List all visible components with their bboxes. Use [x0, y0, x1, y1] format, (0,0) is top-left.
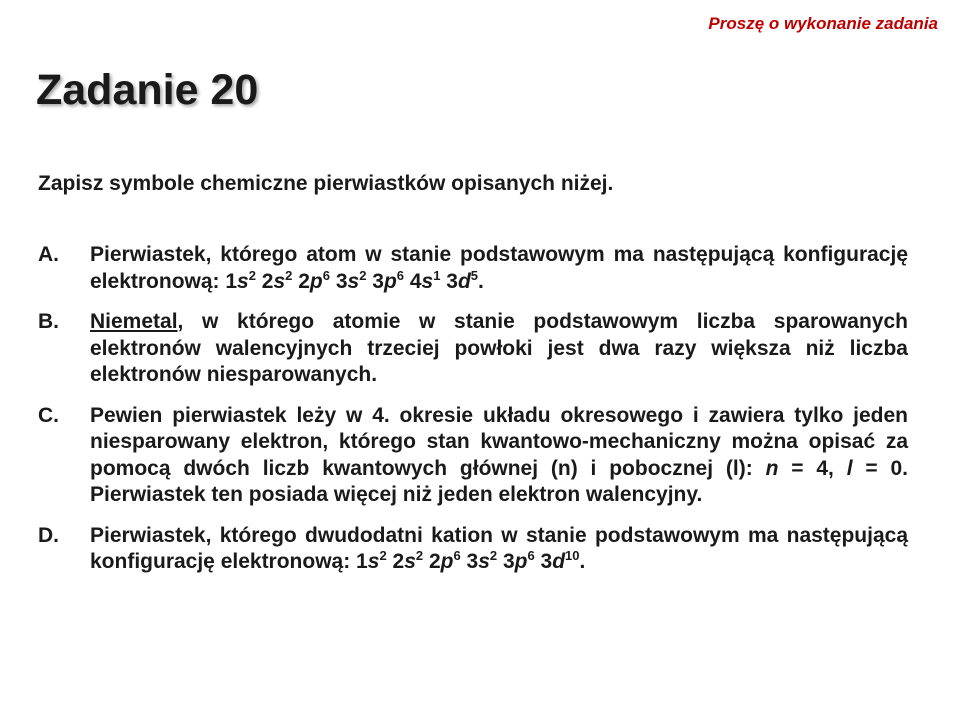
item-letter: C.: [38, 403, 59, 427]
item-letter: B.: [38, 310, 59, 333]
slide-title: Zadanie 20: [36, 66, 259, 114]
task-item-d: [38, 523, 908, 576]
task-item-b: [38, 309, 908, 389]
task-list: [38, 242, 908, 590]
item-text: Pierwiastek, którego dwudodatni kation w stanie podstawowym ma następującą konfigurację elektronową: $1s^2$ $2s^2$ $2p^6$ $3s^2$ $3p^6$ $3d^{10}$.: [90, 523, 908, 573]
task-item-c: [38, 403, 908, 509]
item-text: Pewien pierwiastek leży w 4. okresie układu okresowego i zawiera tylko jeden niesparowany elektron, którego stan kwantowo-mechaniczny można opisać za pomocą dwóch liczb kwantowych głównej (n) i pobocznej (l): n = 4, l = 0. Pierwiastek ten posiada więcej niż jeden elektron walencyjny.: [90, 403, 908, 506]
item-text-rest: , w którego atomie w stanie podstawowym liczba sparowanych elektronów walencyjnych trzeciej powłoki jest dwa razy większa niż liczba elektronów niesparowanych.: [90, 310, 908, 386]
item-text: Pierwiastek, którego atom w stanie podstawowym ma następującą konfigurację elektronową: $1s^2$ $2s^2$ $2p^6$ $3s^2$ $3p^6$ $4s^1$ $3d^5$.: [90, 243, 908, 293]
item-text: [90, 309, 908, 389]
task-instruction: Zapisz symbole chemiczne pierwiastków opisanych niżej.: [38, 172, 614, 195]
underlined-keyword: Niemetal: [90, 310, 178, 333]
task-item-a: [38, 242, 908, 295]
request-note: Proszę o wykonanie zadania: [708, 14, 938, 33]
item-letter: D.: [38, 523, 59, 547]
item-letter: A.: [38, 243, 59, 266]
